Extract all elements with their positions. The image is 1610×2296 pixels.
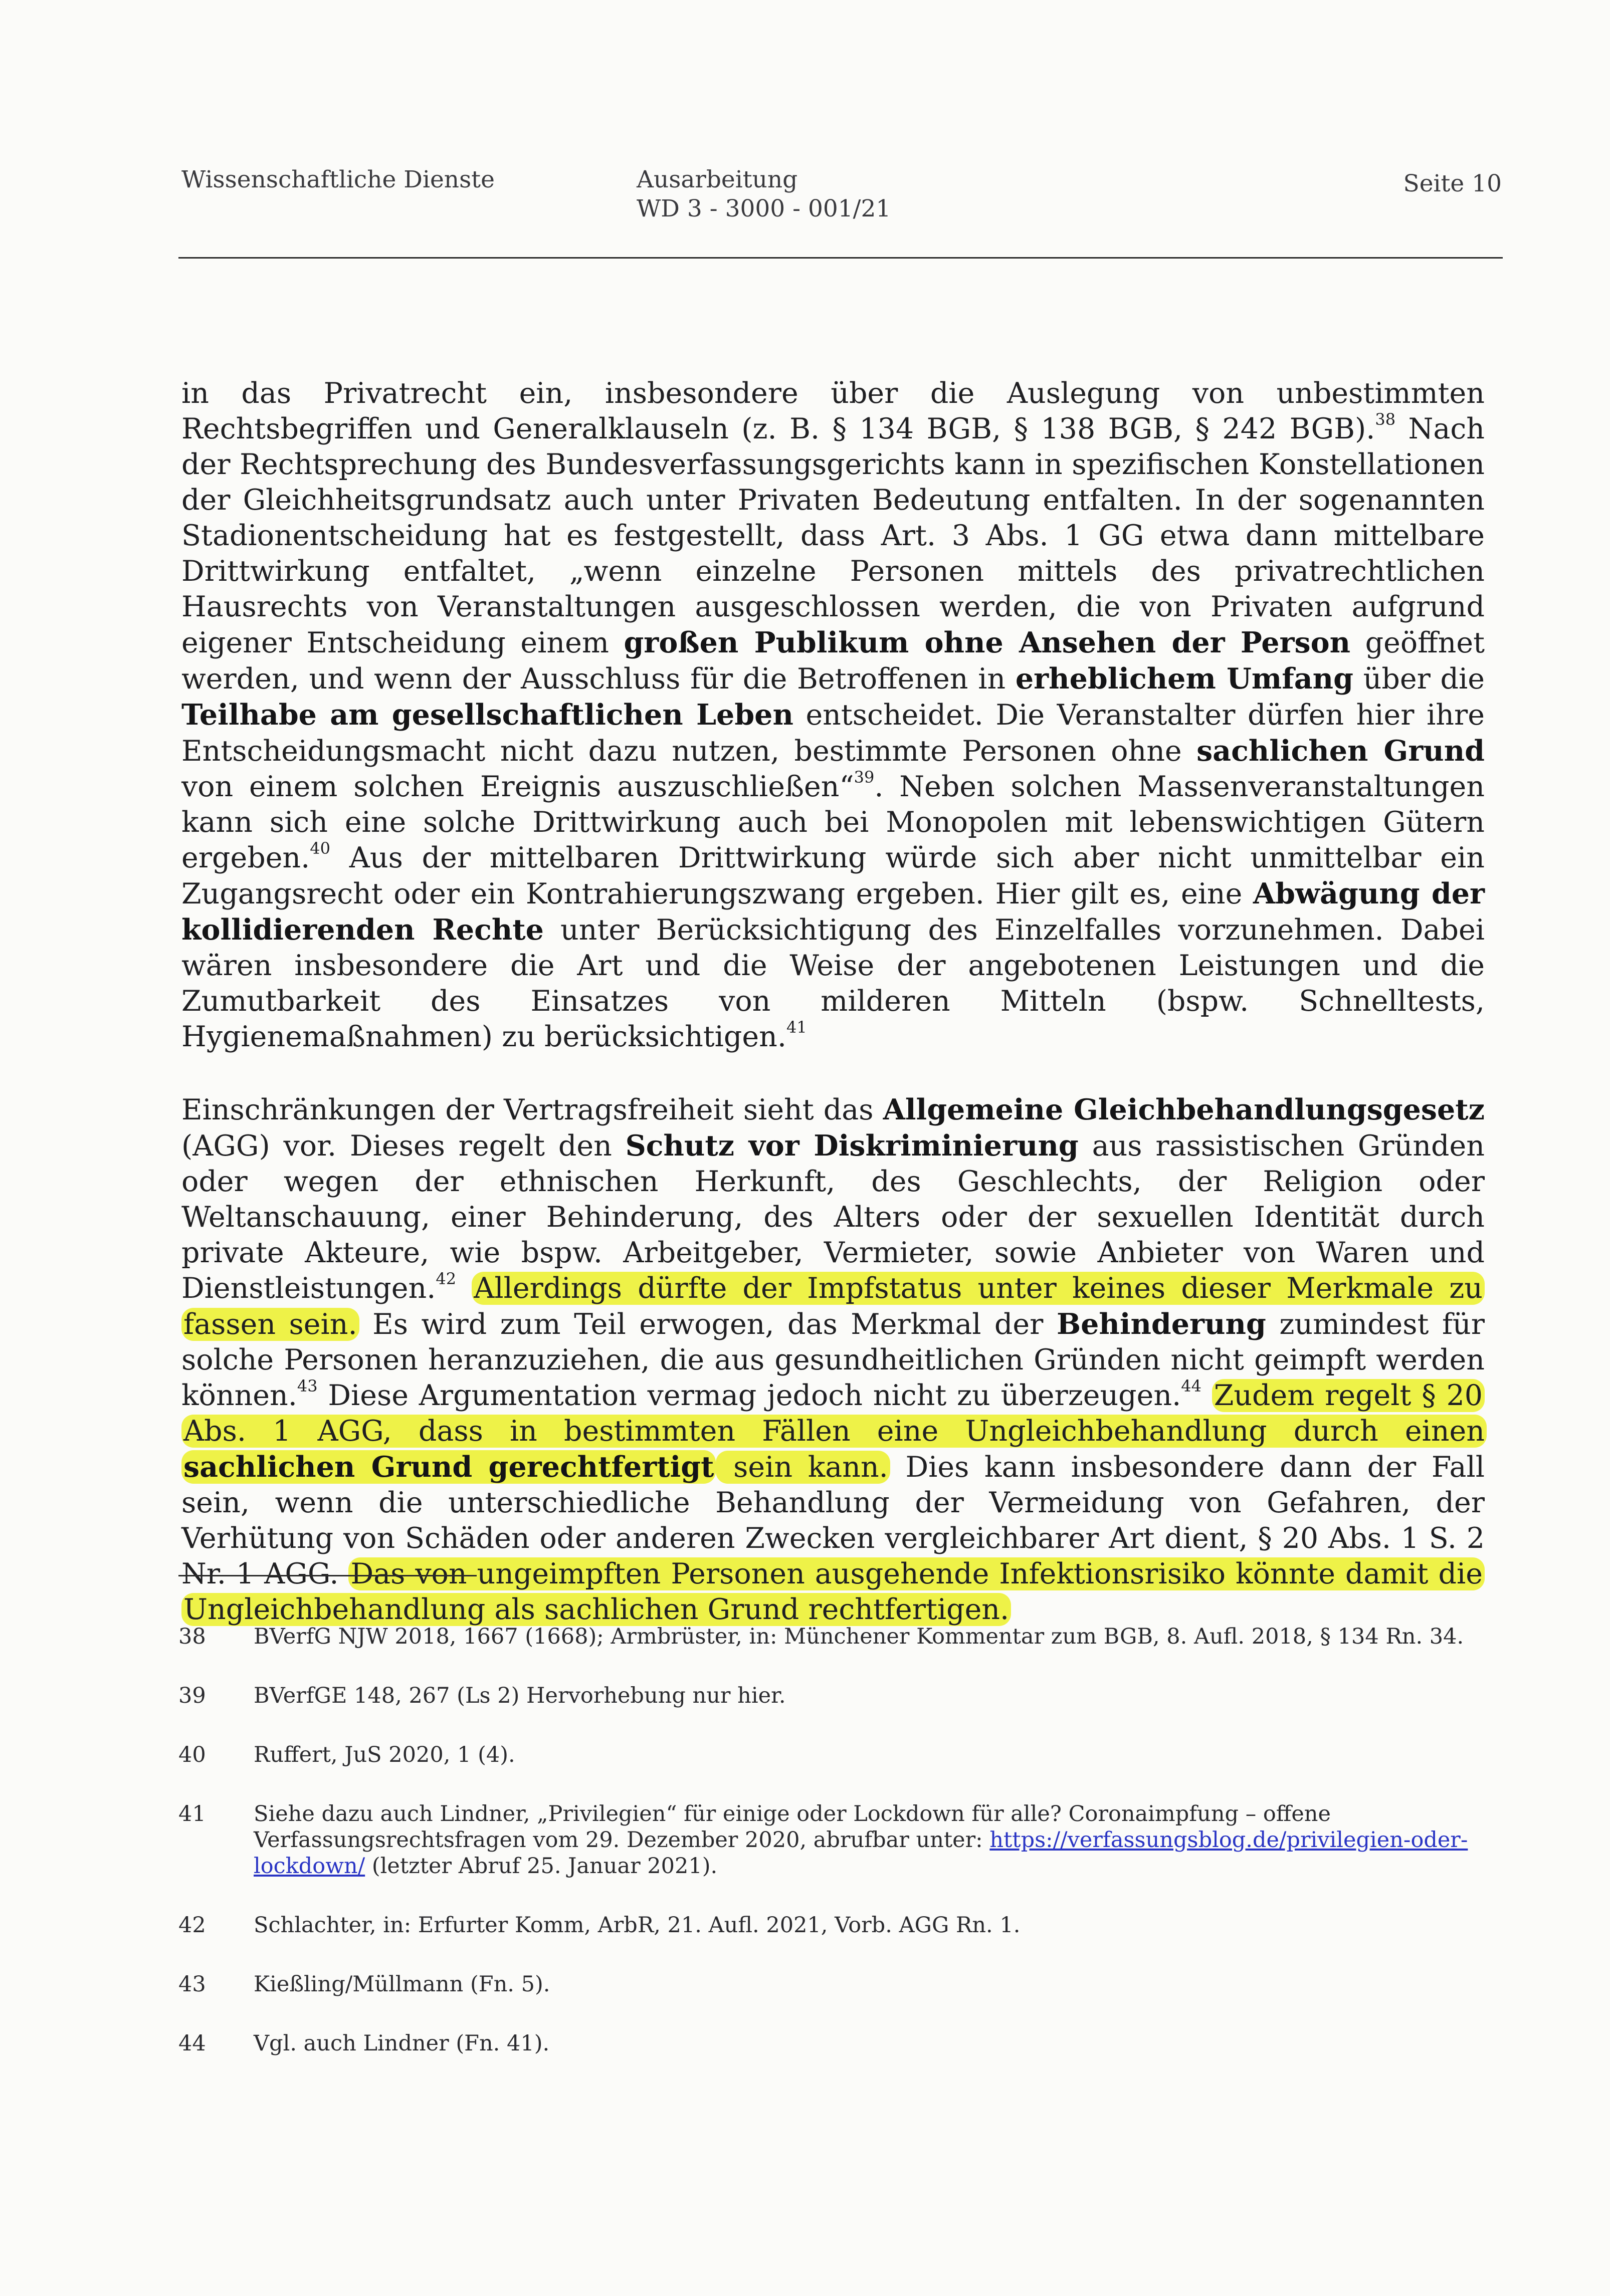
footnote-text: Kießling/Müllmann (Fn. 5). xyxy=(254,1972,550,1997)
footnote-reference: 40 xyxy=(310,838,330,858)
footnote-reference: 43 xyxy=(297,1376,318,1396)
highlighted-text: Zudem regelt § 20 Abs. 1 AGG, dass in bestimmten Fällen eine Ungleichbehandlung durch einen xyxy=(181,1379,1487,1448)
header-doc-type: Ausarbeitung xyxy=(637,166,798,193)
bold-emphasis: Abwägung der kollidierenden Rechte xyxy=(181,877,1485,947)
footnote-number: 43 xyxy=(178,1972,206,1997)
footnote xyxy=(178,1624,1492,1650)
text-run: zumindest für solche Personen heranzuziehen, die aus gesundheitlichen Gründen nicht geimpft werden können. xyxy=(181,1308,1485,1412)
highlighted-text: sein kann. xyxy=(716,1451,890,1484)
footnote xyxy=(178,1683,1492,1709)
text-run: aus rassistischen Gründen oder wegen der ethnischen Herkunft, des Geschlechts, der Religion oder Weltanschauung, einer Behinderung, des Alters oder der sexuellen Identität durch private Akteure, wie bspw. Arbeitgeber, Vermieter, sowie Anbieter von Waren und Dienstleistungen. xyxy=(181,1129,1485,1305)
footnote xyxy=(178,1742,1492,1768)
footnote xyxy=(178,2030,1492,2056)
highlighted-text: Allerdings dürfte der Impfstatus unter keines dieser Merkmale zu fassen sein. xyxy=(181,1272,1485,1341)
paragraph-drittwirkung xyxy=(181,376,1485,1055)
text-run: entscheidet. Die Veranstalter dürfen hier ihre Entscheidungsmacht nicht dazu nutzen, bestimmte Personen ohne xyxy=(181,699,1485,768)
text-run: . Neben solchen Massenveranstaltungen kann sich eine solche Drittwirkung auch bei Monopolen mit lebenswichtigen Gütern ergeben. xyxy=(181,770,1485,874)
text-run: Diese Argumentation vermag jedoch nicht zu überzeugen. xyxy=(317,1379,1181,1412)
bold-emphasis: Allgemeine Gleichbehandlungsgesetz xyxy=(883,1093,1485,1126)
text-run: in das Privatrecht ein, insbesondere über die Auslegung von unbestimmten Rechtsbegriffen und Generalklauseln (z. B. § 134 BGB, § 138 BGB, § 242 BGB). xyxy=(181,377,1485,445)
footnote-text: Siehe dazu auch Lindner, „Privilegien“ für einige oder Lockdown für alle? Coronaimpfung – offene Verfassungsrechtsfragen vom 29. Dezember 2020, abrufbar unter: xyxy=(254,1801,1331,1853)
text-run: Aus der mittelbaren Drittwirkung würde sich aber nicht unmittelbar ein Zugangsrecht oder ein Kontrahierungszwang ergeben. Hier gilt es, eine xyxy=(181,841,1485,910)
footnote-number: 42 xyxy=(178,1913,206,1938)
text-run: Dies kann insbesondere dann der Fall sein, wenn die unterschiedliche Behandlung der Vermeidung von Gefahren, der Verhütung von Schäden oder anderen Zwecken vergleichbarer Art dient, § 20 Abs. 1 S. 2 Nr. 1 AGG. xyxy=(181,1451,1485,1590)
text-run xyxy=(456,1272,472,1305)
footnote-text: BVerfGE 148, 267 (Ls 2) Hervorhebung nur hier. xyxy=(254,1683,786,1708)
footnote xyxy=(178,1801,1492,1879)
header-doc-number: WD 3 - 3000 - 001/21 xyxy=(637,195,891,222)
header-rule xyxy=(178,257,1503,259)
text-run xyxy=(1201,1379,1212,1412)
text-run: geöffnet werden, und wenn der Ausschluss für die Betroffenen in xyxy=(181,626,1485,696)
text-run: unter Berücksichtigung des Einzelfalles vorzunehmen. Dabei wären insbesondere die Art und die Weise der angebotenen Leistungen und die Zumutbarkeit des Einsatzes von milderen Mitteln (bspw. Schnelltests, Hygienemaßnahmen) zu berücksichtigen. xyxy=(181,913,1485,1053)
bold-emphasis: erheblichem Umfang xyxy=(1015,662,1353,696)
footnote-number: 41 xyxy=(178,1801,206,1826)
text-run: über die xyxy=(1353,662,1485,696)
footnote-reference: 44 xyxy=(1181,1376,1201,1396)
text-run: Es wird zum Teil erwogen, das Merkmal der xyxy=(359,1308,1057,1341)
bold-emphasis: sachlichen Grund xyxy=(1196,734,1485,768)
bold-emphasis: Behinderung xyxy=(1056,1307,1266,1341)
footnote-number: 38 xyxy=(178,1624,206,1649)
header-institution: Wissenschaftliche Dienste xyxy=(181,166,495,193)
text-run: Nach der Rechtsprechung des Bundesverfassungsgerichts kann in spezifischen Konstellationen der Gleichheitsgrundsatz auch unter Privaten Bedeutung entfalten. In der sogenannten Stadionentscheidung hat es festgestellt, dass Art. 3 Abs. 1 GG etwa dann mittelbare Drittwirkung entfaltet, „wenn einzelne Personen mittels des privatrechtlichen Hausrechts von Veranstaltungen ausgeschlossen werden, die von Privaten aufgrund eigener Entscheidung einem xyxy=(181,412,1485,659)
page-number: Seite 10 xyxy=(1403,170,1502,197)
footnote-text-after-link: (letzter Abruf 25. Januar 2021). xyxy=(365,1854,718,1879)
footnote-number: 40 xyxy=(178,1742,206,1767)
footnote-text: Schlachter, in: Erfurter Komm, ArbR, 21. Aufl. 2021, Vorb. AGG Rn. 1. xyxy=(254,1913,1021,1938)
footnote-reference: 38 xyxy=(1375,409,1396,429)
paragraph-agg xyxy=(181,1092,1485,1628)
bold-emphasis: großen Publikum ohne Ansehen der Person xyxy=(624,626,1351,659)
footnote-text: Ruffert, JuS 2020, 1 (4). xyxy=(254,1742,515,1767)
footnote-link[interactable]: https://verfassungsblog.de/privilegien-oder-lockdown/ xyxy=(254,1827,1468,1879)
footnote-reference: 41 xyxy=(786,1017,807,1037)
document-body xyxy=(181,376,1485,1628)
footnote-number: 39 xyxy=(178,1683,206,1708)
bold-emphasis: Schutz vor Diskriminierung xyxy=(625,1129,1079,1163)
footnote xyxy=(178,1971,1492,1997)
highlighted-text: Das von ungeimpften Personen ausgehende Infektionsrisiko könnte damit die Ungleichbehandlung als sachlichen Grund rechtfertigen. xyxy=(181,1557,1485,1626)
bold-emphasis: Teilhabe am gesellschaftlichen Leben xyxy=(181,698,793,732)
footnote-reference: 42 xyxy=(436,1269,457,1288)
footnote-reference: 39 xyxy=(854,767,875,787)
text-run: (AGG) vor. Dieses regelt den xyxy=(181,1129,626,1163)
footnote-number: 44 xyxy=(178,2031,206,2056)
text-run: von einem solchen Ereignis auszuschließen“ xyxy=(181,770,854,803)
footnote-text: Vgl. auch Lindner (Fn. 41). xyxy=(254,2031,550,2056)
footnote-rule xyxy=(178,1575,477,1576)
highlighted-bold-text: sachlichen Grund gerechtfertigt xyxy=(181,1450,716,1484)
footnotes xyxy=(178,1624,1492,2090)
header-document-info xyxy=(637,165,891,223)
text-run: Einschränkungen der Vertragsfreiheit sieht das xyxy=(181,1093,883,1126)
footnote xyxy=(178,1912,1492,1938)
footnote-text: BVerfG NJW 2018, 1667 (1668); Armbrüster, in: Münchener Kommentar zum BGB, 8. Aufl. 2018, § 134 Rn. 34. xyxy=(254,1624,1464,1649)
